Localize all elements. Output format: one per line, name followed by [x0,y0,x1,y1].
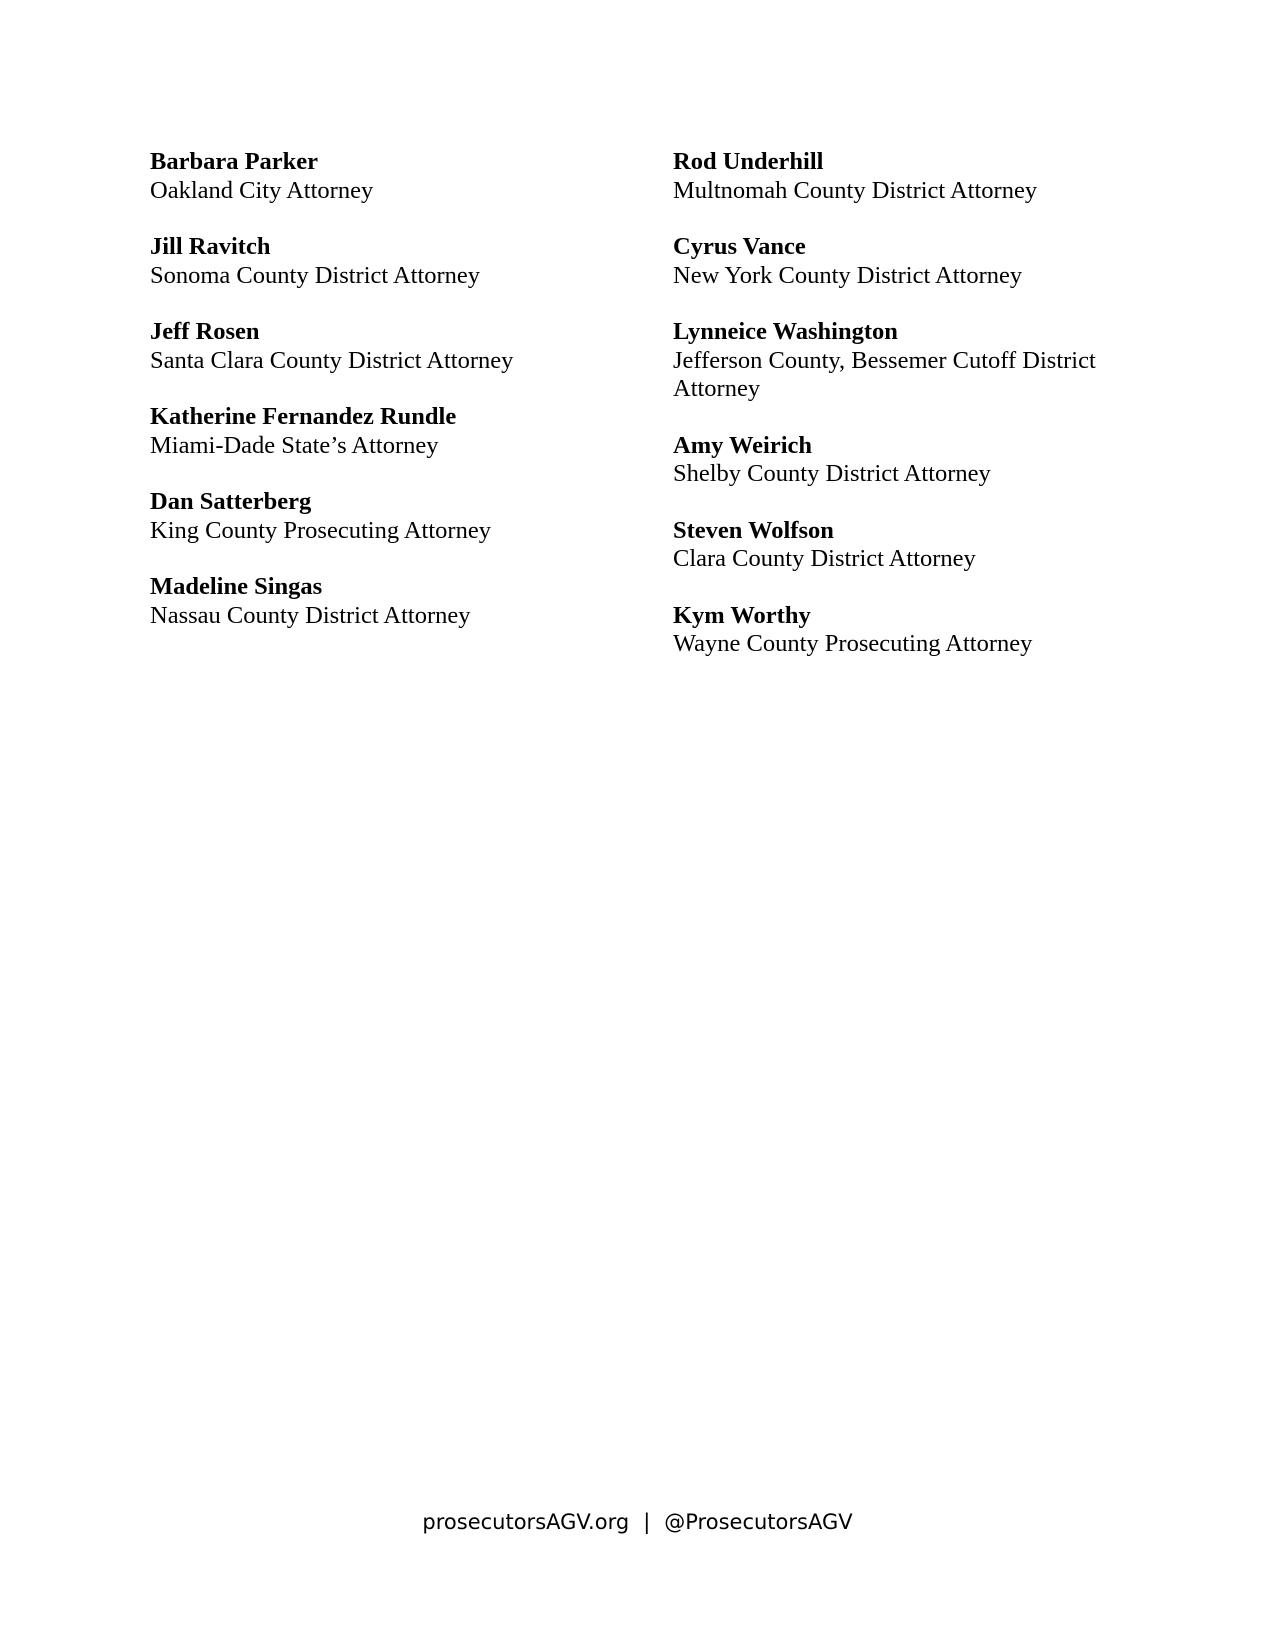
signatory-entry [673,517,1143,574]
signatory-name: Dan Satterberg [150,488,312,515]
signatory-title: Multnomah County District Attorney [673,176,1038,204]
signatory-title: Wayne County Prosecuting Attorney [673,630,1033,657]
footer-separator: | [643,1510,651,1534]
signatory-name: Kym Worthy [673,601,811,629]
signatory-title: New York County District Attorney [673,261,1023,289]
signatory-name: Madeline Singas [150,573,323,600]
footer-website-link[interactable]: prosecutorsAGV.org [422,1510,630,1534]
signatory-title: Clara County District Attorney [673,545,976,572]
signatory-title: Jefferson County, Bessemer Cutoff District Attorney [673,346,1096,402]
signatory-entry [673,318,1143,404]
signatory-name: Rod Underhill [673,148,824,175]
signatory-entry [150,403,620,460]
signatory-title: Sonoma County District Attorney [150,261,481,289]
signatory-entry [150,318,620,375]
signatory-name: Jill Ravitch [150,233,271,260]
signatory-entry [150,233,620,290]
footer-social-handle[interactable]: @ProsecutorsAGV [664,1510,853,1534]
signatory-entry [673,233,1143,290]
signatory-name: Barbara Parker [150,148,319,175]
signatory-entry [673,432,1143,489]
signatory-name: Lynneice Washington [673,318,898,345]
signatory-title: Shelby County District Attorney [673,460,991,487]
signatory-column-left [150,148,620,658]
signatory-title: Oakland City Attorney [150,176,374,204]
page-footer [0,1508,1275,1536]
signatory-title: King County Prosecuting Attorney [150,516,491,544]
signatory-title: Santa Clara County District Attorney [150,346,514,374]
signatory-name: Steven Wolfson [673,516,834,544]
signatory-name: Amy Weirich [673,431,813,459]
signatory-name: Jeff Rosen [150,318,260,345]
signatory-name: Katherine Fernandez Rundle [150,403,457,430]
signatory-title: Nassau County District Attorney [150,601,471,629]
signatory-entry [150,148,620,205]
signatory-title: Miami-Dade State’s Attorney [150,431,439,459]
signatory-name: Cyrus Vance [673,233,806,260]
signatory-entry [150,488,620,545]
signatory-entry [673,148,1143,205]
signatory-entry [673,602,1143,659]
signatory-column-right [673,148,1143,687]
signatory-entry [150,573,620,630]
